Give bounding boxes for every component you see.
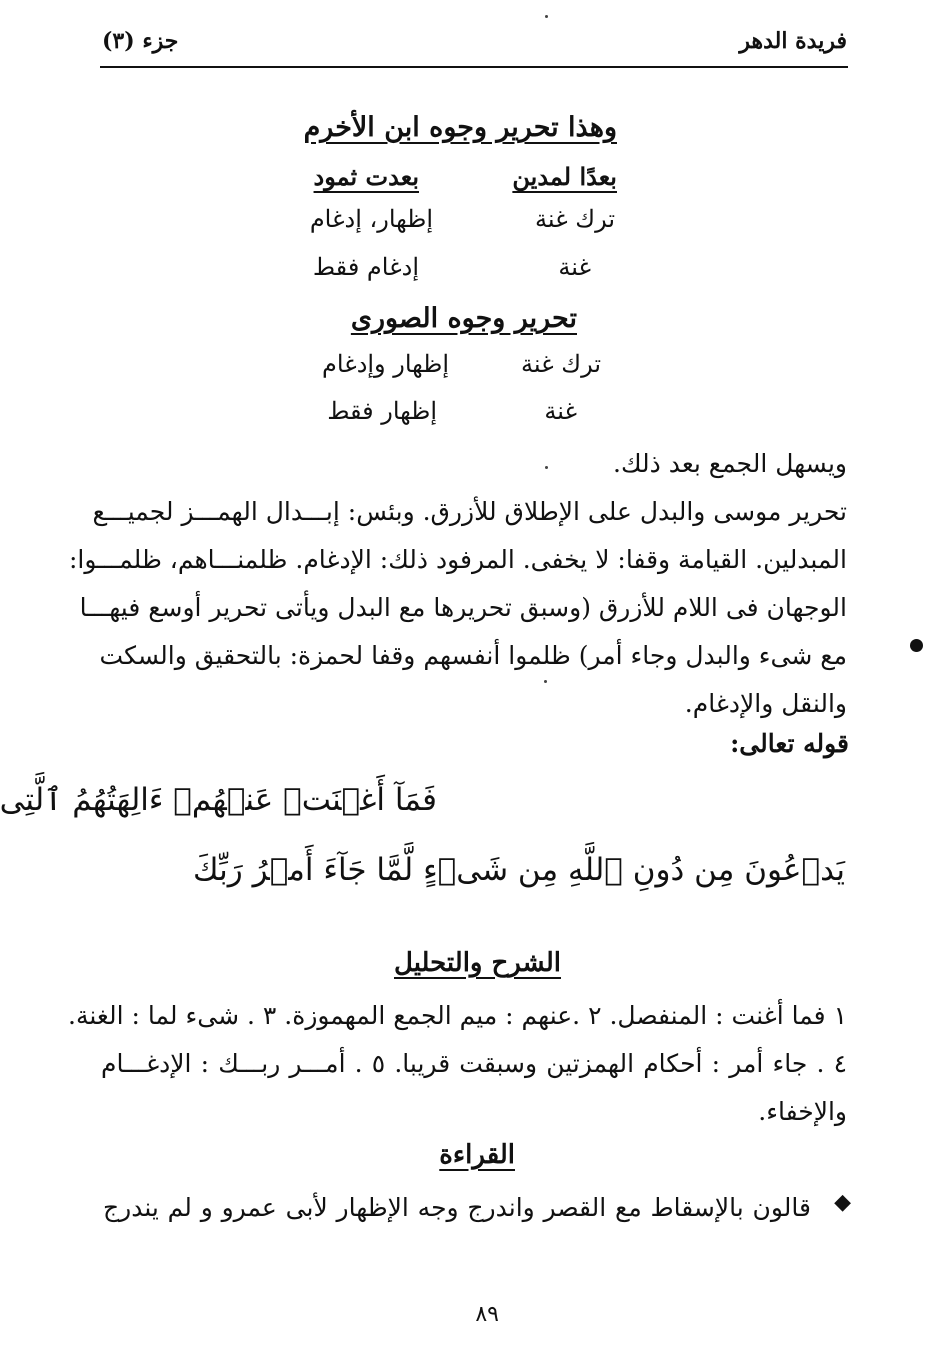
- table1-row1-right: ترك غنة: [535, 205, 615, 233]
- header-divider: [100, 66, 848, 68]
- table1-col-right-header: بعدًا لمدين: [512, 162, 617, 191]
- page-number: ٨٩: [475, 1302, 499, 1327]
- body-line: تحرير موسى والبدل على الإطلاق للأزرق. وبئس: إبـــدال الهمـــز لجميـــع: [92, 497, 847, 526]
- table2-row2-left: إظهار فقط: [327, 397, 437, 425]
- body-line: والنقل والإدغام.: [684, 689, 847, 718]
- sharh-line: والإخفاء.: [758, 1097, 847, 1126]
- qawl-heading: قوله تعالى:: [730, 729, 849, 758]
- body-paragraph: [68, 440, 847, 728]
- table2-title: تحرير وجوه الصورى: [350, 303, 577, 334]
- margin-dot-icon: [910, 639, 923, 652]
- sharh-paragraph: [68, 992, 847, 1136]
- table1-row2-right: غنة: [558, 253, 591, 281]
- ayah-line-1: فَمَآ أَغۡنَتۡ عَنۡهُمۡ ءَالِهَتُهُمُ ٱلَّتِى: [0, 782, 437, 818]
- table1-row1-left: إظهار، إدغام: [309, 205, 433, 233]
- qiraa-line: قالون بالإسقاط مع القصر واندرج وجه الإظهار لأبى عمرو و لم يندرج: [103, 1193, 811, 1222]
- scan-speck: [545, 15, 548, 18]
- ayah-line-2: يَدۡعُونَ مِن دُونِ ٱللَّهِ مِن شَىۡءٍ لَّمَّا جَآءَ أَمۡرُ رَبِّكَ: [193, 852, 845, 888]
- qiraa-title: القراءة: [439, 1140, 515, 1170]
- scan-speck: [545, 466, 548, 469]
- scan-speck: [544, 680, 547, 683]
- body-line: ويسهل الجمع بعد ذلك.: [613, 449, 847, 478]
- table2-row1-right: ترك غنة: [521, 350, 601, 378]
- sharh-line: ١ فما أغنت : المنفصل. ٢ .عنهم : ميم الجمع المهموزة. ٣ . شىء لما : الغنة.: [68, 1001, 847, 1030]
- body-line: الوجهان فى اللام للأزرق (وسبق تحريرها مع البدل ويأتى تحرير أوسع فيهـــا: [79, 593, 847, 622]
- table1-col-left-header: بعدت ثمود: [313, 162, 419, 191]
- sharh-title: الشرح والتحليل: [394, 948, 561, 978]
- header-book-title: فريدة الدهر: [739, 28, 847, 54]
- sharh-line: ٤ . جاء أمر : أحكام الهمزتين وسبقت قريبا. ٥ . أمـــر ربـــك : الإدغـــام: [101, 1049, 847, 1078]
- header-part-number: جزء (٣): [102, 28, 179, 54]
- table2-row2-right: غنة: [544, 397, 577, 425]
- table1-row2-left: إدغام فقط: [312, 253, 419, 281]
- body-line: مع شىء والبدل وجاء أمر) ظلموا أنفسهم وقفا لحمزة: بالتحقيق والسكت: [99, 641, 847, 670]
- table2-row1-left: إظهار وإدغام: [321, 350, 449, 378]
- body-line: المبدلين. القيامة وقفا: لا يخفى. المرفود ذلك: الإدغام. ظلمنـــاهم، ظلمـــوا:: [68, 545, 847, 574]
- diamond-bullet-icon: ◆: [834, 1190, 851, 1215]
- table1-title: وهذا تحرير وجوه ابن الأخرم: [303, 112, 617, 143]
